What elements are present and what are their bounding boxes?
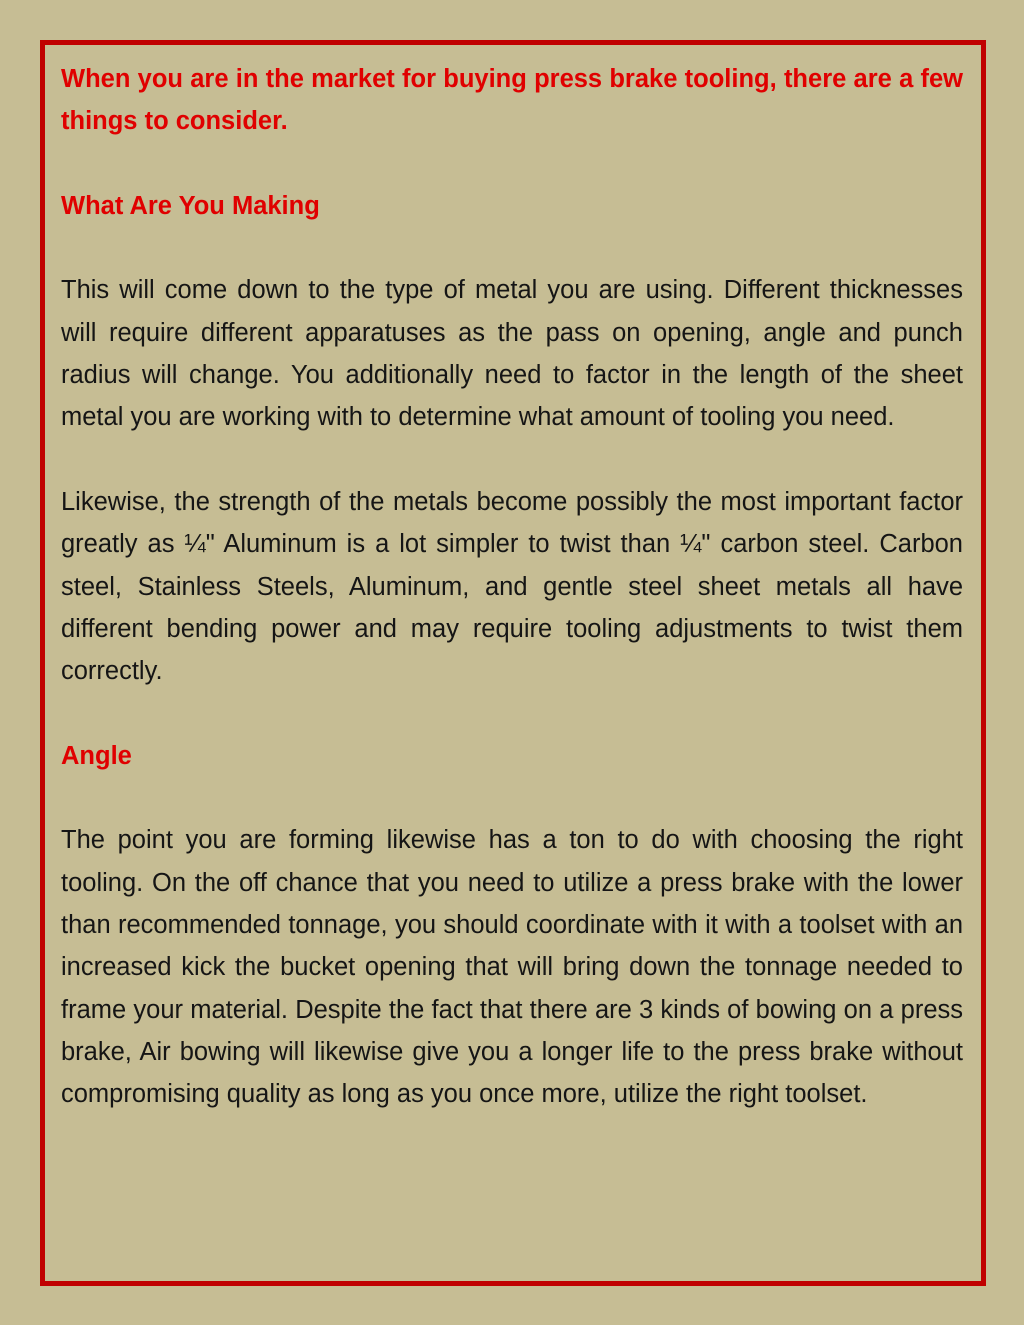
intro-paragraph: When you are in the market for buying press brake tooling, there are a few things to consider.: [61, 65, 963, 136]
section-heading-angle: Angle: [61, 741, 132, 770]
document-body: [61, 58, 963, 1158]
paragraph-metal-strength: Likewise, the strength of the metals become possibly the most important factor greatly as ¼" Aluminum is a lot simpler to twist than ¼" carbon steel. Carbon steel, Stainless Steels, Aluminum, and gentle steel sheet metals all have different bending power and may require tooling adjustments to twist them correctly.: [61, 487, 963, 686]
section-heading-what-are-you-making: What Are You Making: [61, 191, 320, 220]
paragraph-angle: The point you are forming likewise has a ton to do with choosing the right tooling. On the off chance that you need to utilize a press brake with the lower than recommended tonnage, you should coordinate with it with a toolset with an increased kick the bucket opening that will bring down the tonnage needed to frame your material. Despite the fact that there are 3 kinds of bowing on a press brake, Air bowing will likewise give you a longer life to the press brake without compromising quality as long as you once more, utilize the right toolset.: [61, 826, 963, 1109]
paragraph-metal-type: This will come down to the type of metal you are using. Different thicknesses will require different apparatuses as the pass on opening, angle and punch radius will change. You additionally need to factor in the length of the sheet metal you are working with to determine what amount of tooling you need.: [61, 276, 963, 432]
